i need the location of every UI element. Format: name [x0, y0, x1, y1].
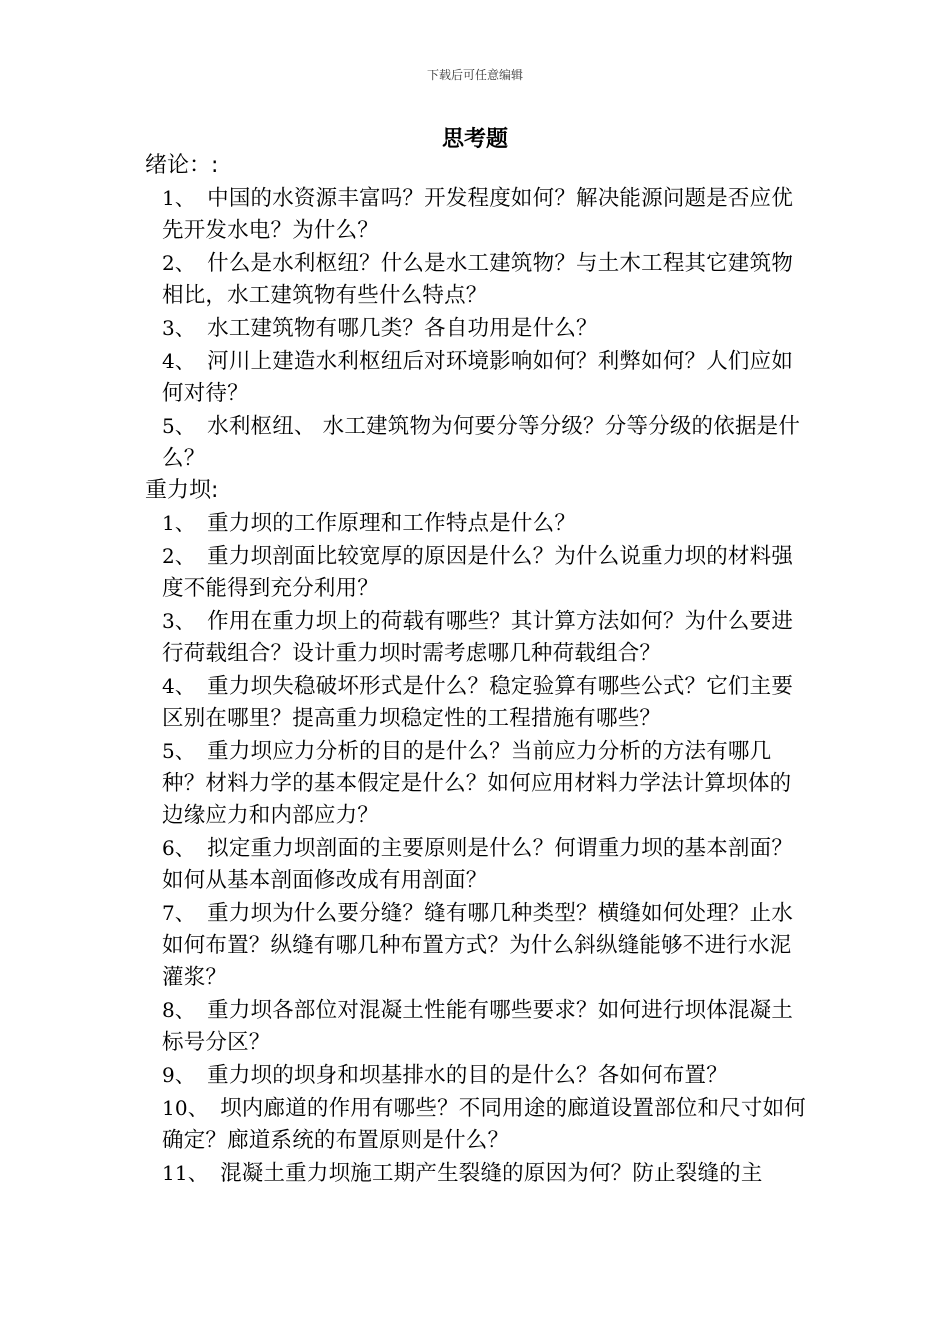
section-heading: 重力坝:	[145, 478, 219, 503]
question-text: 重力坝失稳破坏形式是什么？稳定验算有哪些公式？它们主要区别在哪里？提高重力坝稳定性的工程措施有哪些？	[162, 674, 794, 731]
question-text: 重力坝的坝身和坝基排水的目的是什么？各如何布置？	[207, 1063, 728, 1088]
question-number: 7、	[162, 901, 196, 925]
question-item	[145, 345, 810, 410]
question-number: 1、	[162, 186, 196, 210]
question-item	[145, 670, 810, 735]
question-text: 作用在重力坝上的荷载有哪些？其计算方法如何？为什么要进行荷载组合？设计重力坝时需考虑哪几种荷载组合？	[162, 609, 794, 666]
question-number: 5、	[162, 414, 196, 438]
question-item	[145, 1059, 810, 1092]
question-text: 拟定重力坝剖面的主要原则是什么？何谓重力坝的基本剖面？如何从基本剖面修改成有用剖面？	[162, 836, 794, 893]
question-item	[145, 832, 810, 897]
question-number: 4、	[162, 349, 196, 373]
document-body	[145, 150, 810, 1190]
question-number: 6、	[162, 836, 196, 860]
header-note: 下载后可任意编辑	[426, 68, 523, 82]
question-text: 什么是水利枢纽？什么是水工建筑物？与土木工程其它建筑物相比，水工建筑物有些什么特点？	[162, 251, 794, 308]
question-text: 重力坝的工作原理和工作特点是什么？	[207, 511, 577, 536]
question-text: 水工建筑物有哪几类？各自功用是什么？	[207, 316, 598, 341]
question-number: 5、	[162, 739, 196, 763]
question-number: 11、	[162, 1161, 209, 1185]
question-item	[145, 247, 810, 312]
question-number: 8、	[162, 998, 196, 1022]
question-text: 重力坝剖面比较宽厚的原因是什么？为什么说重力坝的材料强度不能得到充分利用？	[162, 544, 794, 601]
question-number: 1、	[162, 511, 196, 535]
question-item	[145, 994, 810, 1059]
question-item	[145, 312, 810, 345]
section-heading: 绪论：:	[145, 153, 219, 178]
question-item	[145, 605, 810, 670]
question-item	[145, 1092, 810, 1157]
question-text: 混凝土重力坝施工期产生裂缝的原因为何？防止裂缝的主	[220, 1161, 763, 1186]
section-intro	[145, 150, 810, 475]
question-number: 2、	[162, 544, 196, 568]
question-number: 3、	[162, 316, 196, 340]
section-gravity-dam	[145, 475, 810, 1190]
question-item	[145, 507, 810, 540]
question-number: 4、	[162, 674, 196, 698]
question-number: 9、	[162, 1063, 196, 1087]
question-text: 中国的水资源丰富吗？开发程度如何？解决能源问题是否应优先开发水电？为什么？	[162, 186, 794, 243]
question-item	[145, 410, 810, 475]
question-item	[145, 182, 810, 247]
question-item	[145, 897, 810, 994]
question-text: 重力坝各部位对混凝土性能有哪些要求？如何进行坝体混凝土标号分区？	[162, 998, 794, 1055]
question-item	[145, 735, 810, 832]
question-text: 水利枢纽、 水工建筑物为何要分等分级？分等分级的依据是什么？	[162, 414, 801, 471]
question-item	[145, 540, 810, 605]
question-text: 河川上建造水利枢纽后对环境影响如何？利弊如何？人们应如何对待？	[162, 349, 794, 406]
question-number: 3、	[162, 609, 196, 633]
question-text: 坝内廊道的作用有哪些？不同用途的廊道设置部位和尺寸如何确定？廊道系统的布置原则是什么？	[162, 1096, 806, 1153]
question-number: 10、	[162, 1096, 209, 1120]
question-text: 重力坝为什么要分缝？缝有哪几种类型？横缝如何处理？止水如何布置？纵缝有哪几种布置方式？为什么斜纵缝能够不进行水泥灌浆？	[162, 901, 794, 990]
question-item	[145, 1157, 810, 1190]
page-title: 思考题	[441, 127, 508, 152]
question-text: 重力坝应力分析的目的是什么？当前应力分析的方法有哪几种？材料力学的基本假定是什么？如何应用材料力学法计算坝体的边缘应力和内部应力？	[162, 739, 792, 828]
question-number: 2、	[162, 251, 196, 275]
